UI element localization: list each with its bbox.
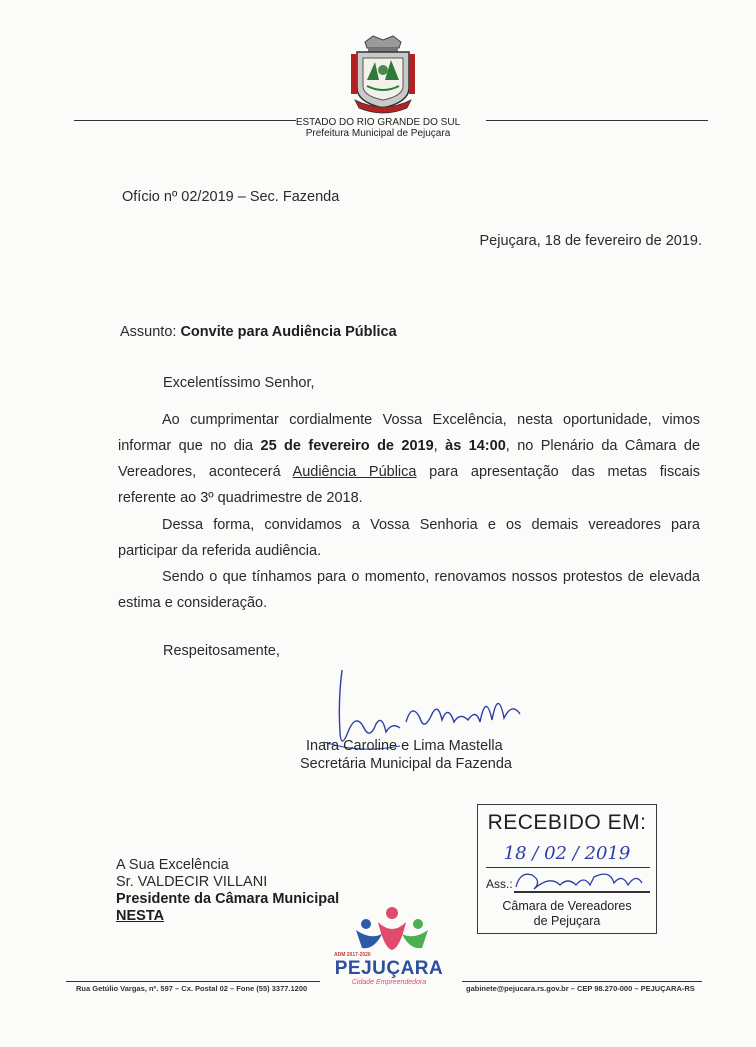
subject-label: Assunto:: [120, 324, 177, 340]
p1-text: informar que no dia: [118, 438, 261, 454]
p1-line-1: Ao cumprimentar cordialmente Vossa Excelência, nesta oportunidade, vimos: [162, 412, 700, 428]
stamp-date: 18 / 02 / 2019: [503, 843, 631, 864]
oficio-number: Ofício nº 02/2019 – Sec. Fazenda: [122, 189, 340, 205]
signer-name: Inara Caroline e Lima Mastella: [306, 738, 503, 754]
stamp-title: RECEBIDO EM:: [487, 811, 647, 834]
subject-text: Convite para Audiência Pública: [180, 324, 397, 340]
p1-text: , no Plenário da Câmara de: [505, 438, 701, 454]
header-prefecture: Prefeitura Municipal de Pejuçara: [305, 128, 451, 139]
p2-line-1: Dessa forma, convidamos a Vossa Senhoria e os demais vereadores para: [162, 517, 700, 533]
footer-rule-left: [66, 981, 320, 982]
recipient-line-2: Sr. VALDECIR VILLANI: [116, 874, 268, 890]
p1-line-2: [118, 433, 700, 459]
p3-line-2: estima e consideração.: [118, 595, 268, 611]
salutation: Excelentíssimo Senhor,: [163, 375, 315, 391]
recipient-nesta: NESTA: [116, 908, 165, 924]
p1-text: para apresentação das metas fiscais: [416, 464, 700, 480]
municipal-coat-of-arms: [341, 32, 425, 116]
logo-name: PEJUÇARA: [334, 958, 444, 979]
logo-figures-icon: [352, 906, 432, 952]
paragraph-1: [118, 407, 700, 511]
recipient-line-3: [116, 891, 339, 908]
p1-line-4: referente ao 3º quadrimestre de 2018.: [118, 490, 363, 506]
recipient-line-4: [116, 908, 339, 925]
subject-line: [120, 324, 397, 340]
closing: Respeitosamente,: [163, 643, 280, 659]
p1-text: Vereadores, acontecerá: [118, 464, 293, 480]
logo-adm: ADM 2017-2020: [334, 952, 371, 958]
stamp-initials: [510, 867, 650, 895]
p2-line-2: participar da referida audiência.: [118, 543, 322, 559]
recipient-block: [116, 857, 339, 925]
event-date: 25 de fevereiro de 2019: [260, 438, 434, 454]
p1-line-3: [118, 459, 700, 485]
paragraph-3: [118, 564, 700, 616]
stamp-org-line-2: de Pejuçara: [533, 914, 601, 928]
logo-tagline: Cidade Empreendedora: [351, 979, 427, 986]
event-time: às 14:00: [445, 438, 506, 454]
footer-rule-right: [462, 981, 702, 982]
signer-title: Secretária Municipal da Fazenda: [300, 756, 512, 772]
footer-contact: gabinete@pejucara.rs.gov.br – CEP 98.270-000 – PEJUÇARA-RS: [466, 984, 695, 993]
received-stamp: [477, 804, 657, 934]
stamp-org-line-1: Câmara de Vereadores: [502, 899, 632, 913]
stamp-ass-label: Ass.:: [486, 877, 513, 891]
paragraph-2: [118, 512, 700, 564]
date-line: Pejuçara, 18 de fevereiro de 2019.: [479, 233, 702, 249]
audiencia-publica-underlined: Audiência Pública: [292, 464, 417, 480]
footer-address: Rua Getúlio Vargas, nº. 597 – Cx. Postal 02 – Fone (55) 3377.1200: [76, 984, 308, 993]
pejucara-logo: [330, 906, 448, 990]
recipient-role: Presidente da Câmara Municipal: [116, 891, 340, 907]
p3-line-1: Sendo o que tínhamos para o momento, renovamos nossos protestos de elevada: [162, 569, 700, 585]
p1-sep: ,: [433, 438, 446, 454]
header-state: ESTADO DO RIO GRANDE DO SUL: [295, 117, 461, 128]
recipient-line-1: A Sua Excelência: [116, 857, 229, 873]
